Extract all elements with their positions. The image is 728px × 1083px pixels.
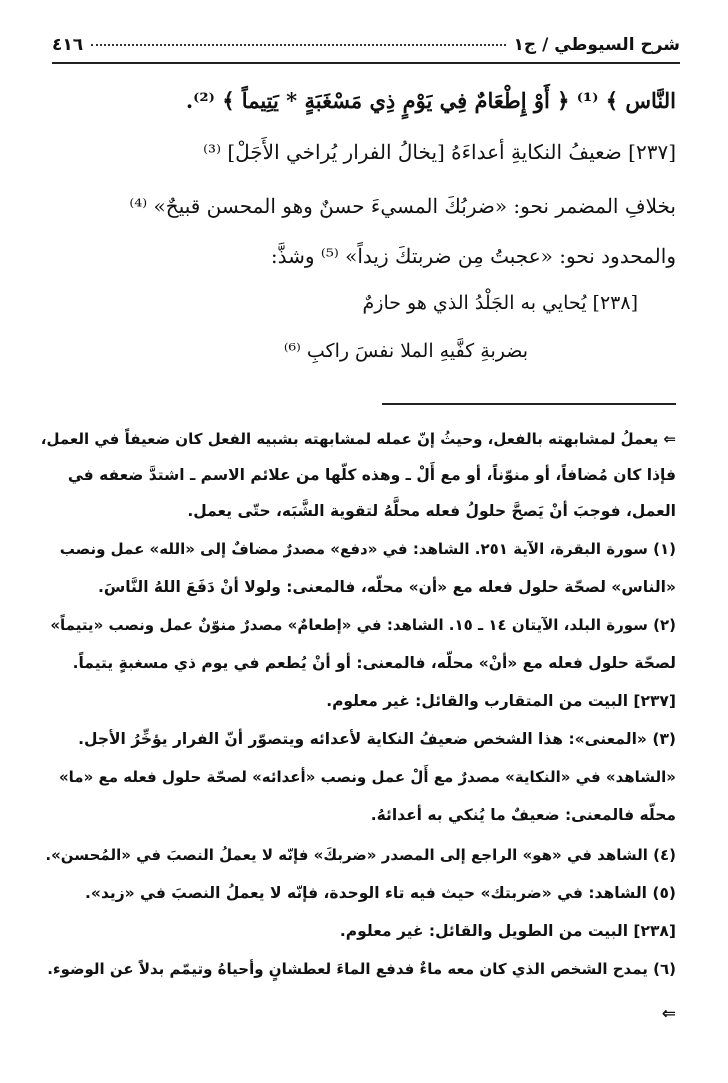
footnote-line-5: «الناس» لصحّة حلول فعله مع «أن» محلّه، فالمعنى: ولولا أنْ دَفَعَ اللهُ النَّاسَ.	[97, 578, 676, 596]
footnote-line-7: لصحّة حلول فعله مع «أنْ» محلّه، فالمعنى: أو أنْ يُطعم في يوم ذي مسغبةٍ يتيماً.	[72, 654, 676, 672]
footnote-line-12: (٤) الشاهد في «هو» الراجع إلى المصدر «ضربكَ» فإنّه لا يعملُ النصبَ في «المُحسن».	[45, 846, 676, 864]
header-dot-leader	[91, 44, 505, 46]
main-line-1: النَّاس ﴾ ⁽¹⁾ ﴿ أَوْ إِطْعَامٌ فِي يَوْمٍ ذِي مَسْغَبَةٍ * يَتِيماً ﴾ ⁽²⁾.	[185, 88, 676, 113]
main-line-4: والمحدود نحو: «عجبتُ مِن ضربتكَ زيداً» ⁽⁵⁾ وشذَّ:	[270, 244, 676, 268]
footnote-line-8: [٢٣٧] البيت من المتقارب والقائل: غير معلوم.	[326, 692, 676, 710]
footnote-line-9: (٣) «المعنى»: هذا الشخص ضعيفُ النكاية لأعدائه ويتصوّر أنّ الفرار يؤخِّرُ الأجل.	[78, 730, 676, 748]
footnote-line-15: (٦) يمدح الشخص الذي كان معه ماءٌ فدفع الماءَ لعطشانٍ وأحياهُ وتيمّم بدلاً عن الوضوء.	[47, 960, 676, 978]
main-line-verse-237: [٢٣٧] ضعيفُ النكايةِ أعداءَهُ [يخالُ الفرار يُراخي الأَجَلْ] ⁽³⁾	[203, 140, 676, 164]
footnote-line-4: (١) سورة البقرة، الآية ٢٥١. الشاهد: في «دفع» مصدرٌ مضافٌ إلى «الله» عمل ونصب	[59, 540, 676, 558]
footnote-line-2: فإذا كان مُضافاً، أو منوّناً، أو مع أَلْ ـ وهذه كلّها من علائم الاسم ـ اشتدَّ ضعفه في	[67, 466, 676, 484]
footnote-line-3: العمل، فوجبَ أنْ يَصحَّ حلولُ فعله محلَّهُ لتقوية الشَّبَه، حتّى يعمل.	[187, 502, 676, 520]
main-line-3: بخلافِ المضمر نحو: «ضربُكَ المسيءَ حسنٌ وهو المحسن قبيحٌ» ⁽⁴⁾	[129, 194, 676, 218]
running-title: شرح السيوطي / ج١	[513, 35, 680, 55]
footnote-line-1: ⇐ يعملُ لمشابهته بالفعل، وحيثُ إنّ عمله لمشابهته بشبيه الفعل كان ضعيفاً في العمل،	[40, 430, 676, 448]
main-line-verse-238-b: بضربةِ كفَّيهِ الملا نفسَ راكبِ ⁽⁶⁾	[283, 340, 528, 362]
footnote-line-14: [٢٣٨] البيت من الطويل والقائل: غير معلوم.	[339, 922, 676, 940]
page-number: ٤١٦	[52, 35, 84, 55]
main-line-verse-238-a: [٢٣٨] يُحايي به الجَلْدُ الذي هو حازمٌ	[362, 292, 638, 314]
footnote-line-6: (٢) سورة البلد، الآيتان ١٤ ـ ١٥. الشاهد: في «إطعامٌ» مصدرٌ منوّنٌ عمل ونصب «يتيماً»	[50, 616, 676, 634]
page-header	[52, 28, 680, 64]
footnote-line-11: محلّه فالمعنى: ضعيفٌ ما يُنكي به أعدائهُ.	[370, 806, 676, 824]
footnote-line-10: «الشاهد» في «النكاية» مصدرٌ مع أَلْ عمل ونصب «أعدائه» لصحّة حلول فعله مع «ما»	[58, 768, 676, 786]
footnote-line-13: (٥) الشاهد: في «ضربتك» حيث فيه تاء الوحدة، فإنّه لا يعملُ النصبَ في «زيد».	[85, 884, 676, 902]
footnote-separator	[382, 403, 676, 405]
continuation-arrow-icon: ⇐	[661, 1004, 676, 1024]
